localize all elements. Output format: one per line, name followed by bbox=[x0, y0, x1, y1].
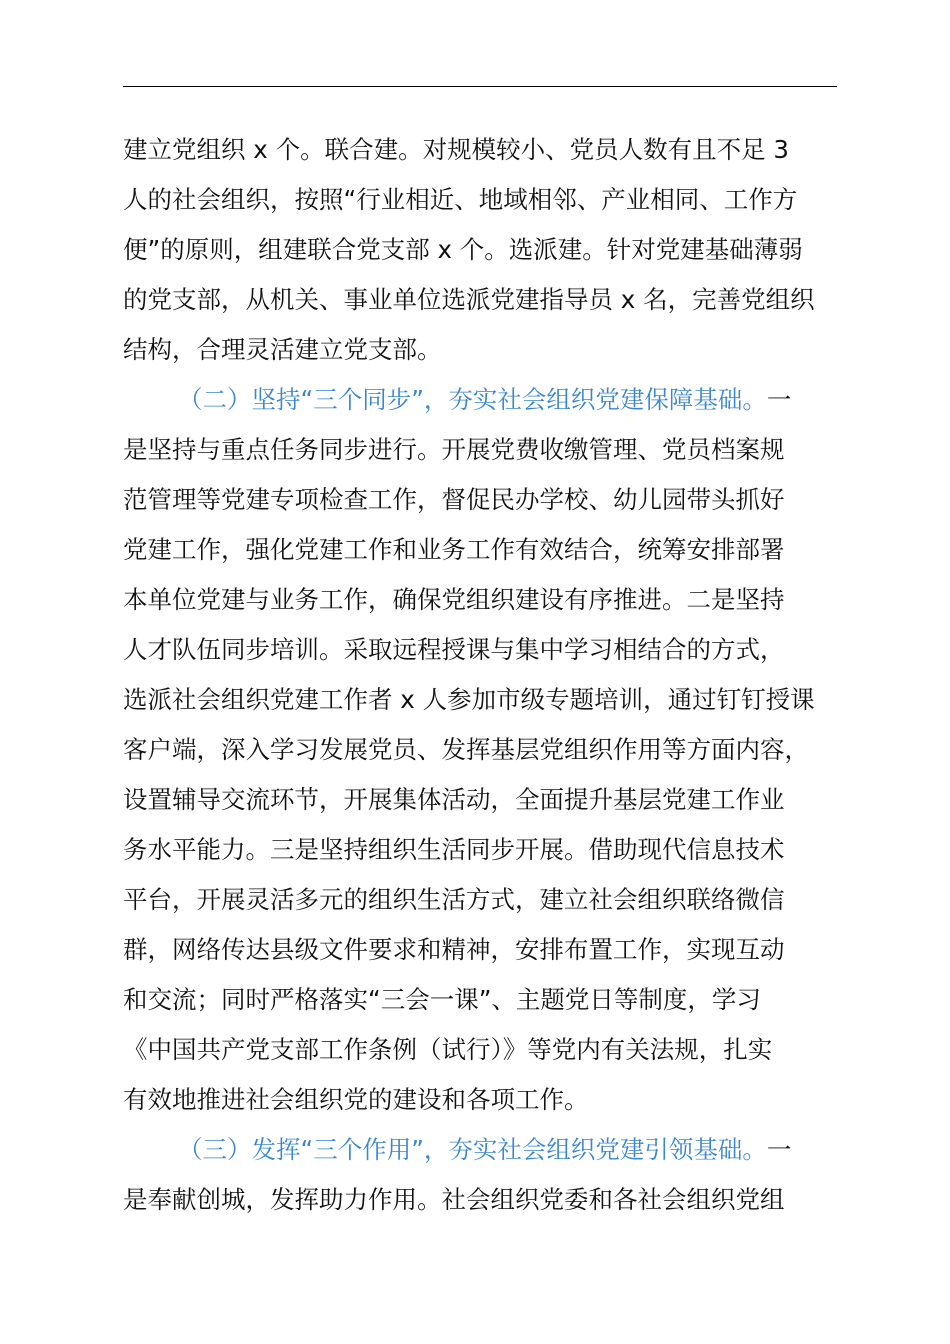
body-line: 设置辅导交流环节，开展集体活动，全面提升基层党建工作业 bbox=[123, 785, 785, 814]
body-line: 党建工作，强化党建工作和业务工作有效结合，统筹安排部署 bbox=[123, 535, 785, 564]
body-line: 群，网络传达县级文件要求和精神，安排布置工作，实现互动 bbox=[123, 935, 785, 964]
document-body bbox=[123, 125, 837, 1225]
body-line: 人的社会组织，按照“行业相近、地域相邻、产业相同、工作方 bbox=[123, 185, 798, 214]
body-line: 是奉献创城，发挥助力作用。社会组织党委和各社会组织党组 bbox=[123, 1185, 785, 1214]
body-line: 《中国共产党支部工作条例（试行）》等党内有关法规，扎实 bbox=[123, 1035, 773, 1064]
body-text: 一 bbox=[766, 1135, 792, 1164]
section-heading-2: （二）坚持“三个同步”，夯实社会组织党建保障基础。 bbox=[178, 385, 767, 414]
body-line: 范管理等党建专项检查工作，督促民办学校、幼儿园带头抓好 bbox=[123, 485, 785, 514]
body-line: 客户端，深入学习发展党员、发挥基层党组织作用等方面内容， bbox=[123, 735, 809, 764]
body-line: 便”的原则，组建联合党支部 x 个。选派建。针对党建基础薄弱 bbox=[123, 235, 803, 264]
body-text: 一 bbox=[766, 385, 792, 414]
body-line: 选派社会组织党建工作者 x 人参加市级专题培训，通过钉钉授课 bbox=[123, 685, 815, 714]
section-heading-3: （三）发挥“三个作用”，夯实社会组织党建引领基础。 bbox=[178, 1135, 767, 1164]
header-rule bbox=[123, 86, 837, 87]
section-heading-line bbox=[123, 1125, 837, 1175]
body-line: 结构，合理灵活建立党支部。 bbox=[123, 335, 442, 364]
body-line: 是坚持与重点任务同步进行。开展党费收缴管理、党员档案规 bbox=[123, 435, 785, 464]
body-line: 本单位党建与业务工作，确保党组织建设有序推进。二是坚持 bbox=[123, 585, 785, 614]
body-line: 有效地推进社会组织党的建设和各项工作。 bbox=[123, 1085, 589, 1114]
body-line: 人才队伍同步培训。采取远程授课与集中学习相结合的方式， bbox=[123, 635, 785, 664]
body-line: 的党支部，从机关、事业单位选派党建指导员 x 名，完善党组织 bbox=[123, 285, 815, 314]
body-line: 务水平能力。三是坚持组织生活同步开展。借助现代信息技术 bbox=[123, 835, 785, 864]
body-line: 平台，开展灵活多元的组织生活方式，建立社会组织联络微信 bbox=[123, 885, 785, 914]
body-line: 和交流；同时严格落实“三会一课”、主题党日等制度，学习 bbox=[123, 985, 761, 1014]
section-heading-line bbox=[123, 375, 837, 425]
body-line: 建立党组织 x 个。联合建。对规模较小、党员人数有且不足 3 bbox=[123, 135, 789, 164]
